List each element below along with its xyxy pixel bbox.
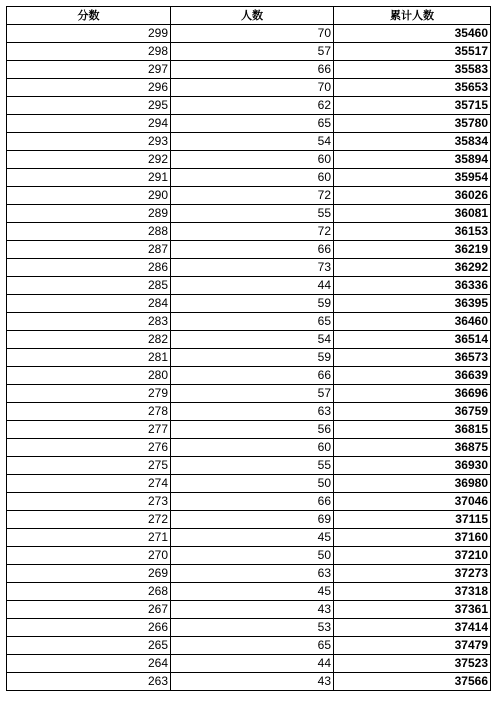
cell-score: 290 — [7, 187, 171, 205]
cell-score: 299 — [7, 25, 171, 43]
cell-count: 65 — [171, 115, 334, 133]
cell-score: 281 — [7, 349, 171, 367]
cell-count: 44 — [171, 277, 334, 295]
cell-score: 278 — [7, 403, 171, 421]
cell-score: 267 — [7, 601, 171, 619]
cell-score: 287 — [7, 241, 171, 259]
cell-score: 275 — [7, 457, 171, 475]
cell-cumulative: 37273 — [334, 565, 491, 583]
cell-count: 45 — [171, 529, 334, 547]
table-row — [7, 673, 491, 691]
cell-score: 292 — [7, 151, 171, 169]
cell-score: 293 — [7, 133, 171, 151]
cell-score: 264 — [7, 655, 171, 673]
table-body — [7, 25, 491, 691]
header-score: 分数 — [7, 7, 171, 25]
cell-cumulative: 36219 — [334, 241, 491, 259]
cell-count: 57 — [171, 43, 334, 61]
cell-count: 63 — [171, 565, 334, 583]
cell-cumulative: 36153 — [334, 223, 491, 241]
cell-cumulative: 36026 — [334, 187, 491, 205]
table-row — [7, 349, 491, 367]
table-row — [7, 25, 491, 43]
cell-cumulative: 37566 — [334, 673, 491, 691]
cell-cumulative: 37414 — [334, 619, 491, 637]
cell-cumulative: 36930 — [334, 457, 491, 475]
table-row — [7, 583, 491, 601]
cell-count: 62 — [171, 97, 334, 115]
cell-cumulative: 36875 — [334, 439, 491, 457]
table-row — [7, 79, 491, 97]
cell-score: 288 — [7, 223, 171, 241]
cell-score: 266 — [7, 619, 171, 637]
cell-score: 269 — [7, 565, 171, 583]
cell-cumulative: 35894 — [334, 151, 491, 169]
cell-count: 45 — [171, 583, 334, 601]
table-row — [7, 367, 491, 385]
table-row — [7, 43, 491, 61]
cell-count: 63 — [171, 403, 334, 421]
cell-count: 43 — [171, 673, 334, 691]
cell-count: 55 — [171, 205, 334, 223]
cell-cumulative: 36696 — [334, 385, 491, 403]
table-header — [7, 7, 491, 25]
cell-score: 285 — [7, 277, 171, 295]
cell-cumulative: 36081 — [334, 205, 491, 223]
cell-cumulative: 36460 — [334, 313, 491, 331]
table-row — [7, 151, 491, 169]
cell-score: 265 — [7, 637, 171, 655]
header-row — [7, 7, 491, 25]
cell-count: 73 — [171, 259, 334, 277]
cell-count: 50 — [171, 547, 334, 565]
cell-cumulative: 35460 — [334, 25, 491, 43]
table-row — [7, 619, 491, 637]
cell-score: 296 — [7, 79, 171, 97]
cell-cumulative: 36815 — [334, 421, 491, 439]
cell-count: 54 — [171, 133, 334, 151]
table-row — [7, 637, 491, 655]
table-row — [7, 493, 491, 511]
cell-score: 274 — [7, 475, 171, 493]
table-row — [7, 457, 491, 475]
cell-cumulative: 36759 — [334, 403, 491, 421]
table-row — [7, 277, 491, 295]
table-row — [7, 511, 491, 529]
table-row — [7, 223, 491, 241]
cell-cumulative: 36980 — [334, 475, 491, 493]
cell-score: 280 — [7, 367, 171, 385]
cell-count: 50 — [171, 475, 334, 493]
cell-cumulative: 35834 — [334, 133, 491, 151]
cell-score: 271 — [7, 529, 171, 547]
cell-cumulative: 36336 — [334, 277, 491, 295]
table-row — [7, 439, 491, 457]
cell-count: 66 — [171, 61, 334, 79]
table-row — [7, 655, 491, 673]
cell-cumulative: 37523 — [334, 655, 491, 673]
table-row — [7, 97, 491, 115]
cell-cumulative: 37115 — [334, 511, 491, 529]
cell-score: 294 — [7, 115, 171, 133]
header-count: 人数 — [171, 7, 334, 25]
cell-cumulative: 36395 — [334, 295, 491, 313]
cell-score: 284 — [7, 295, 171, 313]
cell-score: 297 — [7, 61, 171, 79]
cell-cumulative: 37318 — [334, 583, 491, 601]
table-row — [7, 529, 491, 547]
table-row — [7, 61, 491, 79]
cell-count: 59 — [171, 349, 334, 367]
cell-count: 72 — [171, 187, 334, 205]
cell-score: 273 — [7, 493, 171, 511]
cell-cumulative: 36514 — [334, 331, 491, 349]
table-row — [7, 421, 491, 439]
table-row — [7, 547, 491, 565]
cell-count: 65 — [171, 637, 334, 655]
cell-score: 270 — [7, 547, 171, 565]
cell-count: 56 — [171, 421, 334, 439]
cell-cumulative: 37046 — [334, 493, 491, 511]
cell-cumulative: 35583 — [334, 61, 491, 79]
cell-score: 298 — [7, 43, 171, 61]
cell-score: 291 — [7, 169, 171, 187]
cell-count: 66 — [171, 493, 334, 511]
table-row — [7, 259, 491, 277]
cell-count: 44 — [171, 655, 334, 673]
table-row — [7, 169, 491, 187]
cell-cumulative: 37210 — [334, 547, 491, 565]
table-row — [7, 313, 491, 331]
cell-count: 53 — [171, 619, 334, 637]
cell-cumulative: 37160 — [334, 529, 491, 547]
cell-score: 272 — [7, 511, 171, 529]
cell-score: 277 — [7, 421, 171, 439]
table-row — [7, 205, 491, 223]
cell-score: 289 — [7, 205, 171, 223]
cell-count: 70 — [171, 25, 334, 43]
cell-count: 60 — [171, 151, 334, 169]
table-row — [7, 241, 491, 259]
score-distribution-table — [6, 6, 491, 691]
cell-count: 60 — [171, 169, 334, 187]
cell-cumulative: 35653 — [334, 79, 491, 97]
cell-cumulative: 35715 — [334, 97, 491, 115]
cell-cumulative: 36639 — [334, 367, 491, 385]
table-row — [7, 331, 491, 349]
table-row — [7, 133, 491, 151]
cell-count: 72 — [171, 223, 334, 241]
cell-cumulative: 37479 — [334, 637, 491, 655]
cell-count: 69 — [171, 511, 334, 529]
cell-score: 279 — [7, 385, 171, 403]
cell-count: 60 — [171, 439, 334, 457]
cell-cumulative: 35954 — [334, 169, 491, 187]
cell-score: 283 — [7, 313, 171, 331]
table-row — [7, 187, 491, 205]
cell-count: 65 — [171, 313, 334, 331]
table-row — [7, 115, 491, 133]
table-row — [7, 403, 491, 421]
cell-count: 55 — [171, 457, 334, 475]
cell-score: 295 — [7, 97, 171, 115]
cell-cumulative: 35517 — [334, 43, 491, 61]
score-table-sheet — [6, 6, 491, 691]
table-row — [7, 295, 491, 313]
cell-score: 276 — [7, 439, 171, 457]
table-row — [7, 565, 491, 583]
table-row — [7, 601, 491, 619]
cell-count: 66 — [171, 241, 334, 259]
cell-cumulative: 37361 — [334, 601, 491, 619]
table-row — [7, 385, 491, 403]
cell-count: 43 — [171, 601, 334, 619]
cell-score: 263 — [7, 673, 171, 691]
table-row — [7, 475, 491, 493]
cell-score: 286 — [7, 259, 171, 277]
cell-count: 70 — [171, 79, 334, 97]
cell-score: 268 — [7, 583, 171, 601]
header-cumulative: 累计人数 — [334, 7, 491, 25]
cell-cumulative: 35780 — [334, 115, 491, 133]
cell-count: 54 — [171, 331, 334, 349]
cell-score: 282 — [7, 331, 171, 349]
cell-count: 57 — [171, 385, 334, 403]
cell-cumulative: 36573 — [334, 349, 491, 367]
cell-count: 59 — [171, 295, 334, 313]
cell-count: 66 — [171, 367, 334, 385]
cell-cumulative: 36292 — [334, 259, 491, 277]
